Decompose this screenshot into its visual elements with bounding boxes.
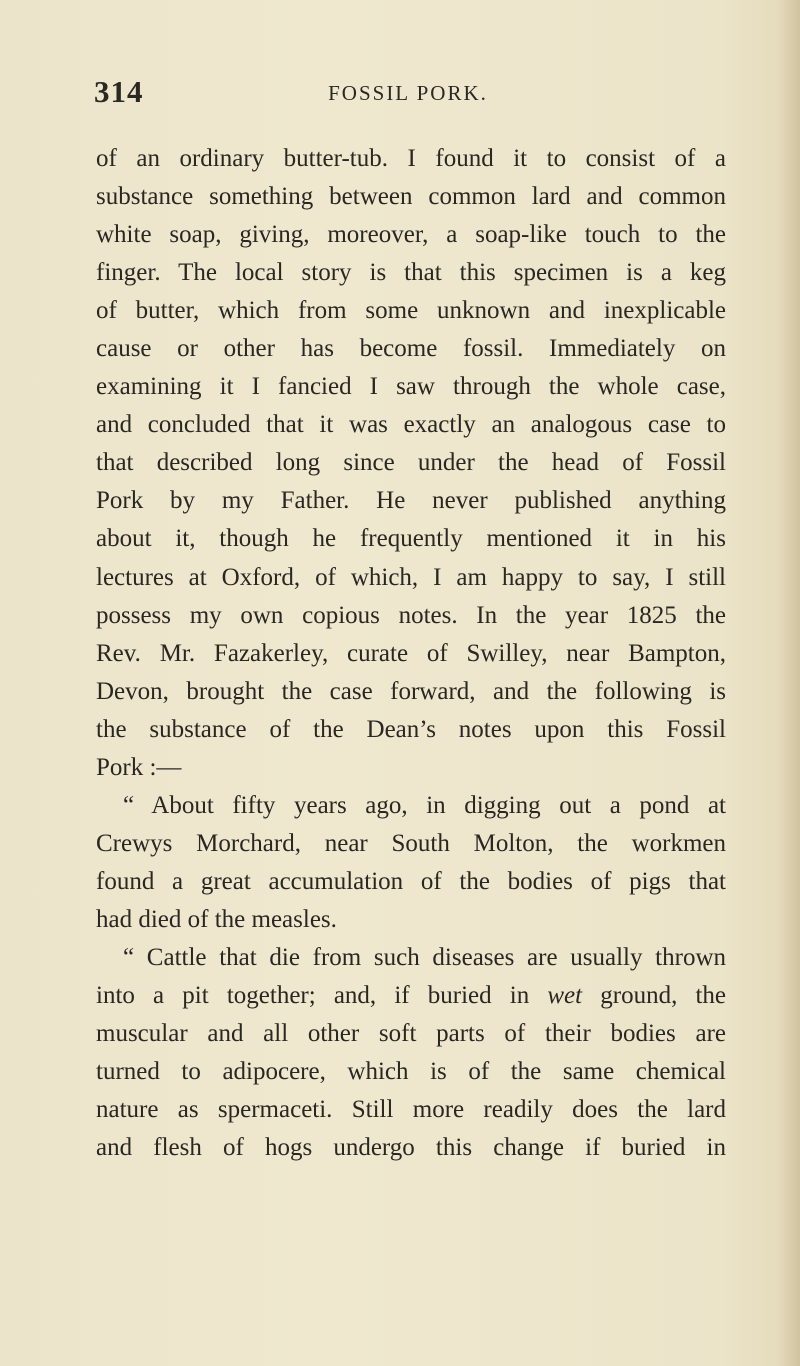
quote-line: muscular and all other soft parts of their bodies are <box>96 1020 726 1048</box>
quote-line-with-italic <box>96 977 726 1015</box>
text-line: white soap, giving, moreover, a soap-like touch to the <box>96 221 726 249</box>
quote-line: “ About fifty years ago, in digging out a pond at <box>123 791 726 819</box>
text-line: finger. The local story is that this specimen is a keg <box>96 259 726 287</box>
text-line: examining it I fancied I saw through the whole case, <box>96 373 726 401</box>
text-segment: into a pit together; and, if buried in <box>96 982 530 1010</box>
italic-word: wet <box>547 982 583 1010</box>
text-line: and concluded that it was exactly an analogous case to <box>96 411 726 439</box>
text-line: Rev. Mr. Fazakerley, curate of Swilley, near Bampton, <box>96 639 726 667</box>
quote-line: and flesh of hogs undergo this change if buried in <box>96 1134 726 1162</box>
text-line: the substance of the Dean’s notes upon this Fossil <box>96 715 726 743</box>
quote-line: had died of the measles. <box>96 905 337 933</box>
text-line: lectures at Oxford, of which, I am happy to say, I still <box>96 563 726 591</box>
text-line: of an ordinary butter-tub. I found it to consist of a <box>96 145 726 172</box>
text-line: Pork :— <box>96 753 182 781</box>
text-line: Devon, brought the case forward, and the following is <box>96 677 726 705</box>
page-header <box>94 72 722 112</box>
quote-line: nature as spermaceti. Still more readily does the lard <box>96 1096 726 1124</box>
body-text <box>96 140 726 1167</box>
text-line: of butter, which from some unknown and inexplicable <box>96 297 726 325</box>
quote-line: “ Cattle that die from such diseases are usually thrown <box>123 943 726 971</box>
quote-line: Crewys Morchard, near South Molton, the workmen <box>96 829 726 857</box>
page-number: 314 <box>94 74 144 109</box>
running-title: FOSSIL PORK. <box>328 81 488 105</box>
text-line: that described long since under the head of Fossil <box>96 449 726 477</box>
text-segment: ground, the <box>600 982 727 1010</box>
text-line: possess my own copious notes. In the year 1825 the <box>96 601 726 629</box>
text-line: Pork by my Father. He never published anything <box>96 487 726 515</box>
quote-line: found a great accumulation of the bodies of pigs that <box>96 867 726 895</box>
text-line: about it, though he frequently mentioned it in his <box>96 525 726 553</box>
quote-line: turned to adipocere, which is of the same chemical <box>96 1058 726 1086</box>
text-line: cause or other has become fossil. Immediately on <box>96 335 726 363</box>
text-line: substance something between common lard and common <box>96 183 726 211</box>
page-edge-shadow <box>778 0 800 1366</box>
